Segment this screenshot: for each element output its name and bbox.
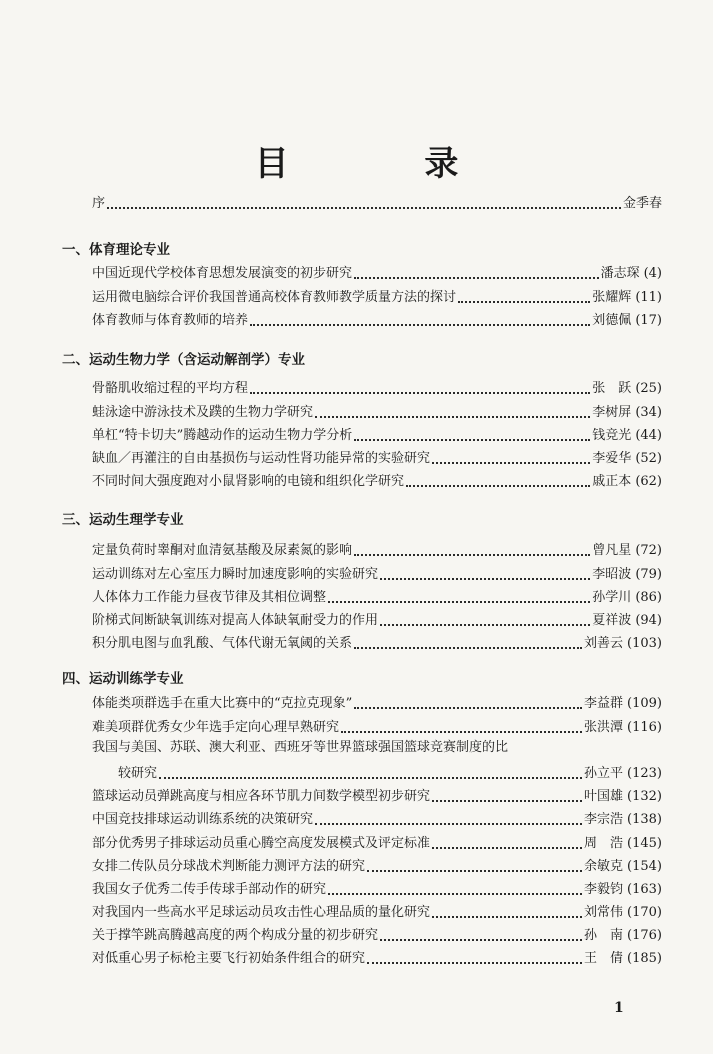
toc-entry	[92, 945, 662, 967]
entry-title: 人体体力工作能力昼夜节律及其相位调整	[92, 590, 327, 605]
entry-author: 李爱华	[592, 451, 632, 466]
entry-page: (94)	[635, 613, 662, 628]
entry-page: (138)	[627, 812, 662, 827]
toc-entry	[92, 630, 662, 652]
entry-page: (170)	[627, 905, 662, 920]
entry-title: 序	[92, 196, 106, 211]
section-heading: 一、体育理论专业	[62, 242, 170, 258]
entry-title: 对低重心男子标枪主要飞行初始条件组合的研究	[92, 951, 366, 966]
toc-entry-line1: 我国与美国、苏联、澳大利亚、西班牙等世界篮球强国篮球竞赛制度的比	[92, 740, 509, 755]
leader-dots	[354, 646, 582, 649]
entry-page: (34)	[635, 405, 662, 420]
entry-page: (103)	[627, 636, 662, 651]
toc-entry	[92, 537, 662, 559]
entry-author: 刘善云	[584, 636, 624, 651]
entry-author: 叶国雄	[584, 789, 624, 804]
entry-author: 张洪潭	[584, 720, 624, 735]
entry-page: (163)	[627, 882, 662, 897]
entry-page: (132)	[627, 789, 662, 804]
page-title: 目 录	[254, 144, 521, 184]
entry-page: (44)	[635, 428, 662, 443]
toc-entry	[92, 876, 662, 898]
entry-title: 部分优秀男子排球运动员重心腾空高度发展模式及评定标准	[92, 836, 431, 851]
leader-dots	[380, 577, 590, 580]
entry-author: 孙立平	[584, 766, 624, 781]
entry-page: (116)	[627, 720, 662, 735]
entry-author: 王 倩	[584, 951, 624, 966]
toc-entry	[92, 853, 662, 875]
entry-author: 刘常伟	[584, 905, 624, 920]
entry-author: 张 跃	[592, 381, 632, 396]
entry-author: 戚正本	[592, 474, 632, 489]
entry-title: 我国女子优秀二传手传球手部动作的研究	[92, 882, 327, 897]
entry-title: 缺血／再灌注的自由基损伤与运动性肾功能异常的实验研究	[92, 451, 431, 466]
entry-author: 潘志琛	[600, 266, 640, 281]
entry-author: 周 浩	[584, 836, 624, 851]
entry-page: (52)	[635, 451, 662, 466]
entry-page: (17)	[635, 313, 662, 328]
entry-author: 余敏克	[584, 859, 624, 874]
toc-entry	[92, 760, 662, 782]
toc-entry	[92, 899, 662, 921]
leader-dots	[315, 415, 590, 418]
entry-page: (72)	[635, 543, 662, 558]
leader-dots	[328, 892, 582, 895]
toc-entry	[92, 714, 662, 736]
leader-dots	[354, 553, 590, 556]
page-number: 1	[614, 1000, 624, 1016]
toc-entry	[92, 307, 662, 329]
toc-entry	[92, 399, 662, 421]
section-heading: 四、运动训练学专业	[62, 671, 184, 687]
entry-author: 张耀辉	[592, 290, 632, 305]
toc-entry	[92, 607, 662, 629]
toc-entry	[92, 422, 662, 444]
entry-title: 较研究	[118, 766, 158, 781]
leader-dots	[367, 869, 582, 872]
toc-entry	[92, 260, 662, 282]
entry-page: (86)	[635, 590, 662, 605]
leader-dots	[354, 438, 590, 441]
toc-entry	[92, 584, 662, 606]
entry-author: 孙学川	[592, 590, 632, 605]
entry-title: 运动训练对左心室压力瞬时加速度影响的实验研究	[92, 567, 379, 582]
leader-dots	[250, 323, 590, 326]
entry-page: (185)	[627, 951, 662, 966]
entry-page: (145)	[627, 836, 662, 851]
entry-author: 夏祥波	[592, 613, 632, 628]
entry-title: 篮球运动员弹跳高度与相应各环节肌力间数学模型初步研究	[92, 789, 431, 804]
toc-entry	[92, 284, 662, 306]
leader-dots	[432, 915, 582, 918]
toc-entry	[92, 830, 662, 852]
entry-title: 运用微电脑综合评价我国普通高校体育教师教学质量方法的探讨	[92, 290, 457, 305]
entry-author: 曾凡星	[592, 543, 632, 558]
toc-entry	[92, 783, 662, 805]
leader-dots	[328, 600, 590, 603]
entry-author: 孙 南	[584, 928, 624, 943]
entry-author: 刘德佩	[592, 313, 632, 328]
entry-author: 李树屏	[592, 405, 632, 420]
entry-page: (154)	[627, 859, 662, 874]
entry-author: 李宗浩	[584, 812, 624, 827]
entry-title: 女排二传队员分球战术判断能力测评方法的研究	[92, 859, 366, 874]
entry-page: (4)	[643, 266, 662, 281]
toc-entry	[92, 922, 662, 944]
toc-entry-preface	[92, 190, 662, 212]
leader-dots	[380, 623, 590, 626]
leader-dots	[406, 484, 590, 487]
toc-entry	[92, 445, 662, 467]
leader-dots	[354, 276, 599, 279]
entry-title: 不同时间大强度跑对小鼠肾影响的电镜和组织化学研究	[92, 474, 405, 489]
entry-author: 李益群	[584, 696, 624, 711]
leader-dots	[107, 206, 621, 209]
section-heading: 二、运动生物力学（含运动解剖学）专业	[62, 352, 305, 368]
leader-dots	[159, 776, 582, 779]
leader-dots	[354, 706, 582, 709]
entry-title: 骨骼肌收缩过程的平均方程	[92, 381, 249, 396]
entry-page: (25)	[635, 381, 662, 396]
toc-entry	[92, 806, 662, 828]
entry-title: 单杠“特卡切夫”腾越动作的运动生物力学分析	[92, 428, 353, 443]
entry-author: 李昭波	[592, 567, 632, 582]
entry-author: 李毅钧	[584, 882, 624, 897]
entry-page: (123)	[627, 766, 662, 781]
toc-entry	[92, 690, 662, 712]
leader-dots	[341, 730, 582, 733]
leader-dots	[432, 799, 582, 802]
entry-page: (176)	[627, 928, 662, 943]
leader-dots	[432, 846, 582, 849]
toc-entry	[92, 468, 662, 490]
leader-dots	[380, 938, 582, 941]
entry-title: 中国近现代学校体育思想发展演变的初步研究	[92, 266, 353, 281]
entry-author: 钱竞光	[592, 428, 632, 443]
entry-title: 关于撑竿跳高腾越高度的两个构成分量的初步研究	[92, 928, 379, 943]
entry-page: (109)	[627, 696, 662, 711]
entry-title: 积分肌电图与血乳酸、气体代谢无氧阈的关系	[92, 636, 353, 651]
leader-dots	[315, 822, 582, 825]
entry-title: 中国竞技排球运动训练系统的决策研究	[92, 812, 314, 827]
toc-entry	[92, 561, 662, 583]
entry-title: 阶梯式间断缺氧训练对提高人体缺氧耐受力的作用	[92, 613, 379, 628]
leader-dots	[432, 461, 590, 464]
entry-title: 蛙泳途中游泳技术及蹼的生物力学研究	[92, 405, 314, 420]
entry-page: (11)	[635, 290, 662, 305]
entry-title: 对我国内一些高水平足球运动员攻击性心理品质的量化研究	[92, 905, 431, 920]
leader-dots	[250, 391, 590, 394]
entry-author: 金季春	[622, 196, 662, 211]
toc-entry	[92, 375, 662, 397]
section-heading: 三、运动生理学专业	[62, 512, 184, 528]
leader-dots	[458, 300, 590, 303]
entry-title: 定量负荷时睾酮对血清氨基酸及尿素氮的影响	[92, 543, 353, 558]
entry-page: (79)	[635, 567, 662, 582]
entry-title: 难美项群优秀女少年选手定向心理早熟研究	[92, 720, 340, 735]
entry-title: 体育教师与体育教师的培养	[92, 313, 249, 328]
leader-dots	[367, 961, 582, 964]
entry-title: 体能类项群选手在重大比赛中的“克拉克现象”	[92, 696, 353, 711]
entry-page: (62)	[635, 474, 662, 489]
